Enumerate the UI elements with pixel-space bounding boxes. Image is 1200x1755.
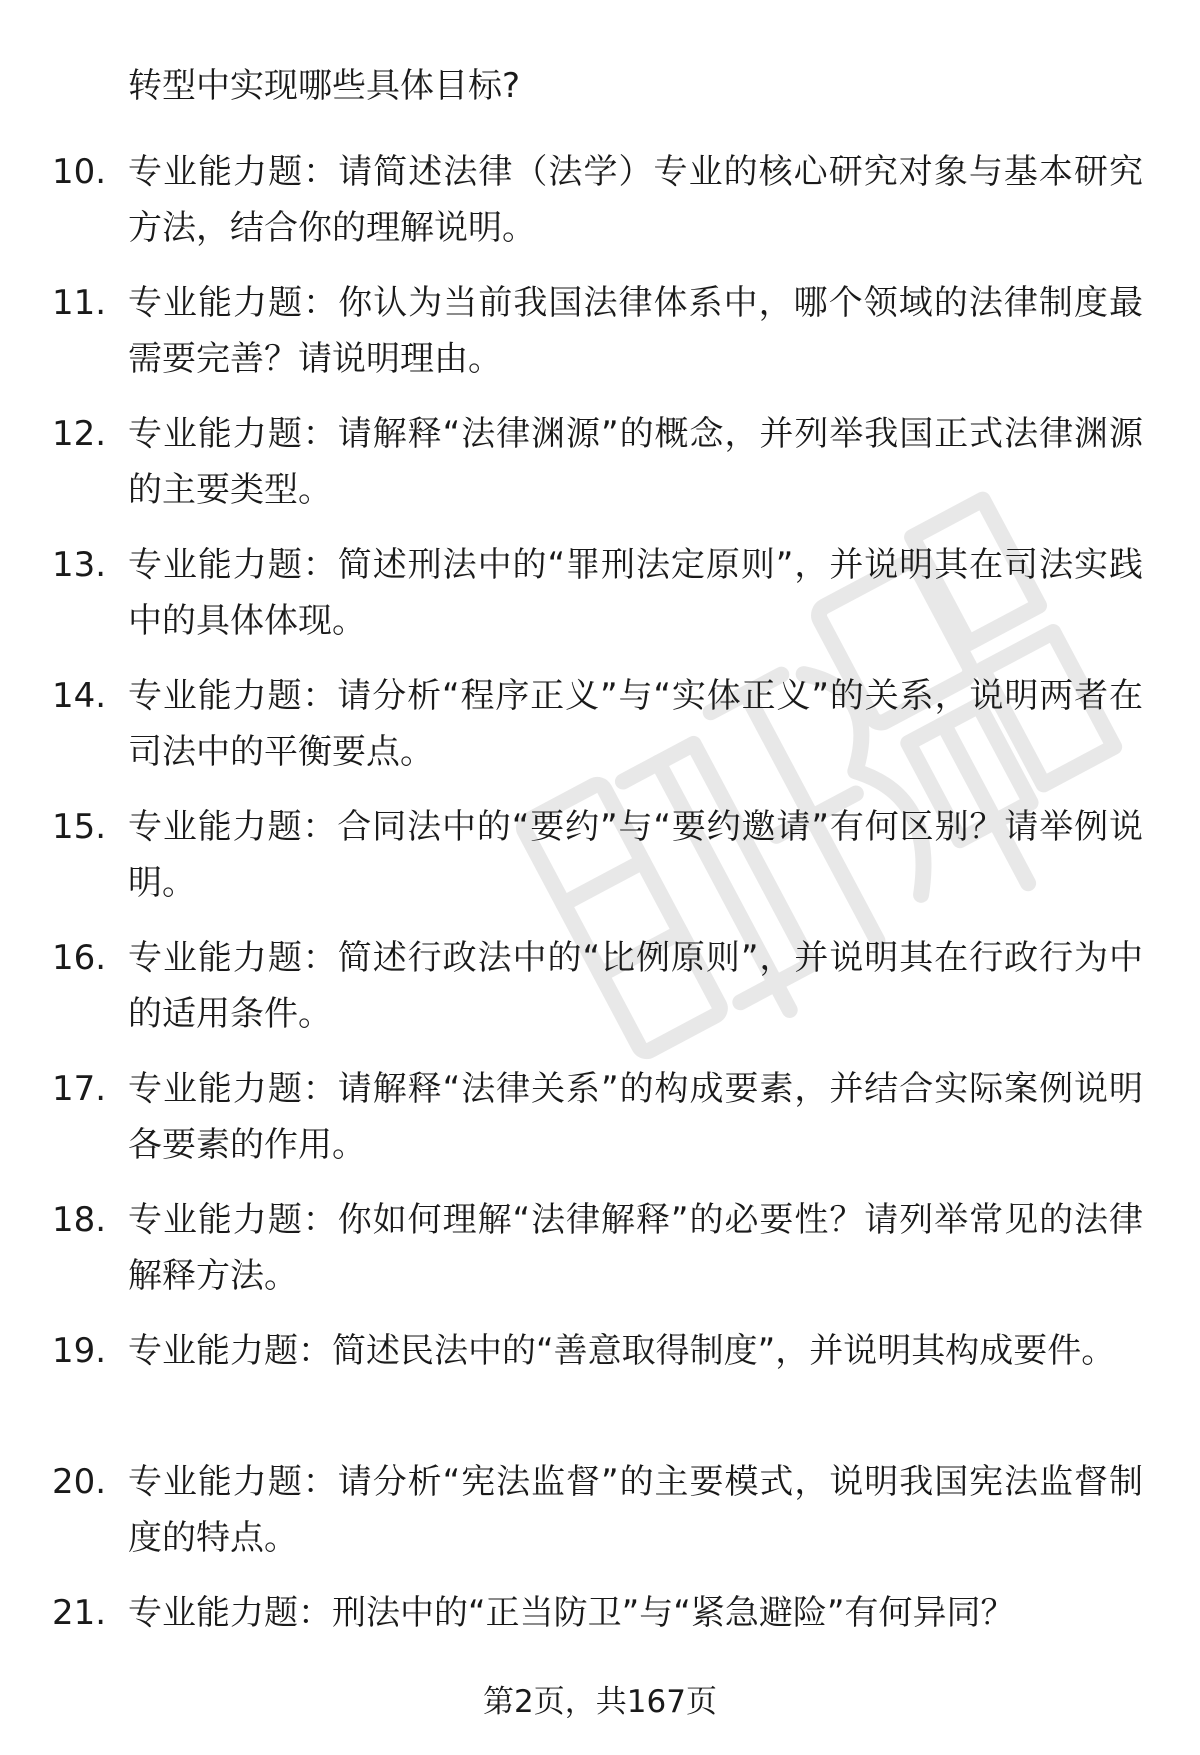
list-item [0, 799, 1200, 930]
continuation-text: 转型中实现哪些具体目标? [128, 66, 521, 106]
question-text: 专业能力题：简述行政法中的“比例原则”，并说明其在行政行为中的适用条件。 [128, 938, 1143, 1034]
question-number: 15. [52, 807, 107, 847]
question-text: 专业能力题：刑法中的“正当防卫”与“紧急避险”有何异同？ [128, 1593, 1015, 1633]
question-text: 专业能力题：请解释“法律渊源”的概念，并列举我国正式法律渊源的主要类型。 [128, 414, 1143, 510]
question-number: 16. [52, 938, 107, 978]
list-item [0, 1323, 1200, 1454]
question-text: 专业能力题：请分析“程序正义”与“实体正义”的关系，说明两者在司法中的平衡要点。 [128, 676, 1143, 772]
list-item [0, 668, 1200, 799]
list-item [0, 275, 1200, 406]
question-text: 专业能力题：请解释“法律关系”的构成要素，并结合实际案例说明各要素的作用。 [128, 1069, 1143, 1165]
list-item [0, 930, 1200, 1061]
question-text: 专业能力题：你认为当前我国法律体系中，哪个领域的法律制度最需要完善？请说明理由。 [128, 283, 1143, 379]
list-item [0, 1061, 1200, 1192]
question-text: 专业能力题：简述刑法中的“罪刑法定原则”，并说明其在司法实践中的具体体现。 [128, 545, 1143, 641]
question-number: 10. [52, 152, 107, 192]
question-number: 14. [52, 676, 107, 716]
question-number: 13. [52, 545, 107, 585]
list-item [0, 406, 1200, 537]
page-footer: 第2页，共167页 [483, 1684, 717, 1720]
question-number: 17. [52, 1069, 107, 1109]
list-item [0, 537, 1200, 668]
question-text: 专业能力题：简述民法中的“善意取得制度”，并说明其构成要件。 [128, 1331, 1116, 1371]
list-item [0, 1454, 1200, 1585]
question-number: 12. [52, 414, 107, 454]
question-text: 专业能力题：请分析“宪法监督”的主要模式，说明我国宪法监督制度的特点。 [128, 1462, 1143, 1558]
question-number: 18. [52, 1200, 107, 1240]
question-number: 21. [52, 1593, 107, 1633]
question-text: 专业能力题：合同法中的“要约”与“要约邀请”有何区别？请举例说明。 [128, 807, 1143, 903]
question-text: 专业能力题：你如何理解“法律解释”的必要性？请列举常见的法律解释方法。 [128, 1200, 1143, 1296]
question-list [0, 144, 1200, 1716]
list-item [0, 1192, 1200, 1323]
question-text: 专业能力题：请简述法律（法学）专业的核心研究对象与基本研究方法，结合你的理解说明。 [128, 152, 1143, 248]
list-item [0, 144, 1200, 275]
question-number: 20. [52, 1462, 107, 1502]
question-number: 11. [52, 283, 107, 323]
question-number: 19. [52, 1331, 107, 1371]
